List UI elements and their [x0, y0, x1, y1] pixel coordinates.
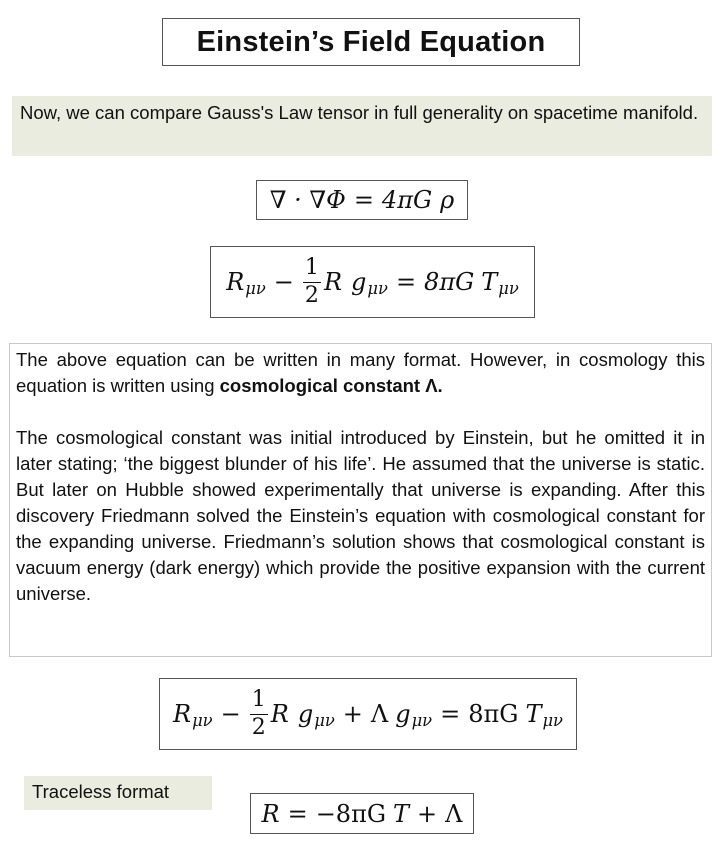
one-half-fraction: [303, 257, 321, 306]
field-equation-with-lambda: [159, 678, 577, 750]
page-title: Einstein’s Field Equation: [196, 25, 546, 58]
stress-energy-tensor: T: [481, 268, 498, 296]
metric-tensor-2: g: [395, 700, 411, 728]
ricci-scalar: R: [270, 700, 289, 728]
metric-subscript-2: μν: [411, 710, 433, 730]
gauss-lhs: ∇ · ∇Φ: [269, 186, 346, 214]
stress-energy-subscript: μν: [542, 710, 563, 730]
intro-text: Now, we can compare Gauss's Law tensor in full generality on spacetime manifold.: [20, 102, 699, 123]
minus-sign: −: [273, 268, 294, 296]
minus-sign: −: [220, 700, 241, 728]
fraction-denominator: 2: [304, 282, 319, 308]
metric-subscript: μν: [367, 278, 388, 298]
coupling-coefficient: 8πG: [424, 268, 475, 296]
plus-sign: +: [417, 799, 438, 828]
stress-energy-tensor: T: [525, 700, 542, 728]
ricci-subscript: μν: [192, 710, 213, 730]
intro-callout: [12, 96, 712, 156]
cosmological-constant: Λ: [370, 700, 389, 728]
density-symbol: ρ: [440, 186, 455, 214]
gauss-coefficient: 4πG: [381, 186, 433, 214]
metric-tensor: g: [351, 268, 367, 296]
paragraph-1-text: The above equation can be written in many format. However, in cosmology this equation is written using: [16, 349, 705, 396]
paragraph-2: The cosmological constant was initial introduced by Einstein, but he omitted it in later stating; ‘the biggest blunder of his life’. He assumed that the universe is static. But later on Hubble showed experimentally that universe is expanding. After this discovery Friedmann solved the Einstein’s equation with cosmological constant for the expanding universe. Friedmann’s solution shows that cosmological constant is vacuum energy (dark energy) which provide the positive expansion with the current universe.: [16, 427, 705, 604]
ricci-tensor: R: [226, 268, 245, 296]
title-box: [162, 18, 580, 66]
fraction-numerator: 1: [250, 689, 268, 714]
ricci-scalar: R: [261, 799, 280, 828]
gauss-law-equation: [256, 180, 468, 220]
paragraph-1: [16, 347, 705, 399]
coupling-coefficient: −8πG: [315, 799, 387, 828]
plus-sign: +: [342, 700, 363, 728]
coupling-coefficient: 8πG: [468, 700, 519, 728]
traceless-label: [24, 776, 212, 810]
traceless-label-text: Traceless format: [32, 781, 170, 802]
equals-sign: =: [353, 186, 374, 214]
fraction-numerator: 1: [303, 257, 321, 282]
field-equation: [210, 246, 535, 318]
fraction-denominator: 2: [251, 714, 266, 740]
equals-sign: =: [287, 799, 308, 828]
explanation-box: [9, 343, 712, 657]
equals-sign: =: [395, 268, 417, 296]
metric-tensor: g: [297, 700, 314, 728]
equals-sign: =: [440, 700, 461, 728]
ricci-subscript: μν: [245, 278, 266, 298]
stress-energy-subscript: μν: [498, 278, 519, 298]
metric-subscript: μν: [314, 710, 335, 730]
traceless-equation: [250, 793, 474, 834]
ricci-tensor: R: [173, 700, 192, 728]
ricci-scalar: R: [323, 268, 343, 296]
cosmological-constant: Λ: [445, 799, 463, 828]
one-half-fraction: [250, 689, 268, 738]
trace-of-stress-energy: T: [393, 799, 410, 828]
paragraph-1-bold: cosmological constant Λ.: [219, 375, 443, 396]
